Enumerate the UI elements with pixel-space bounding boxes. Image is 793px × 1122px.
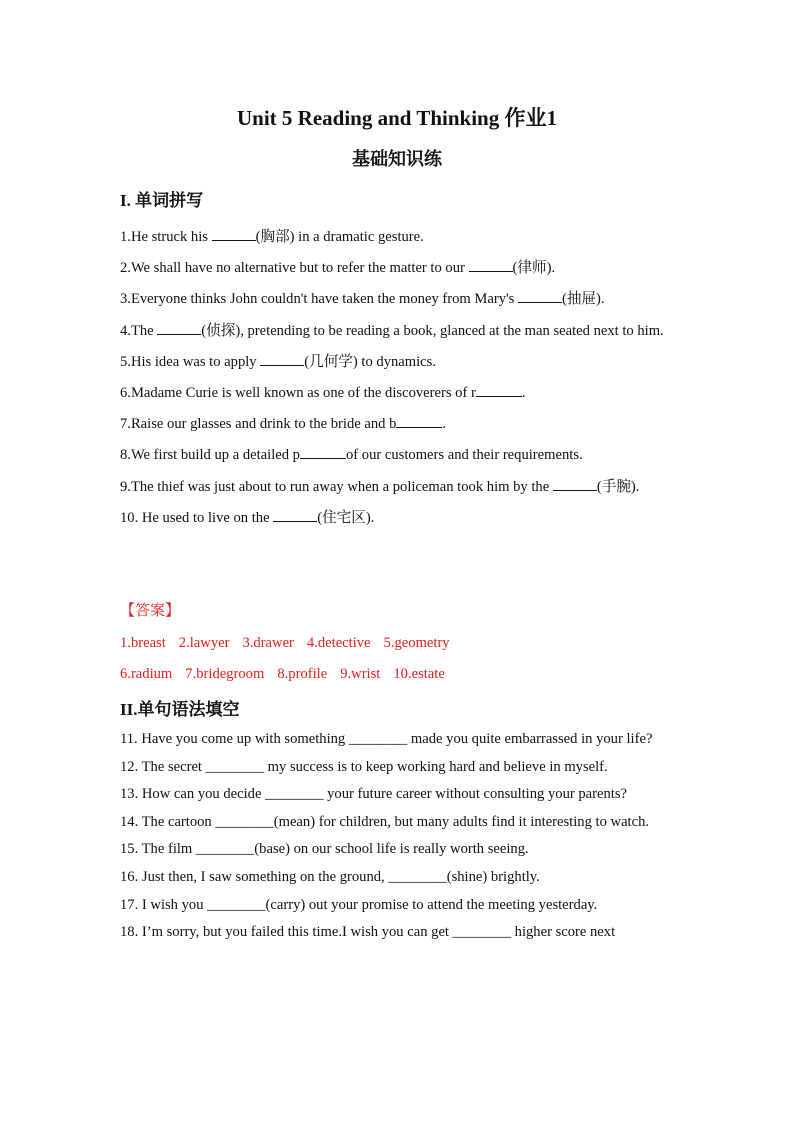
question-item: 15. The film ________(base) on our school life is really worth seeing.	[120, 841, 529, 858]
question-item: 8.We first build up a detailed p of our customers and their requirements.	[120, 440, 674, 471]
answer-item: 2.lawyer	[178, 635, 230, 651]
page-subtitle: 基础知识练	[352, 149, 442, 169]
answer-blank	[212, 226, 256, 241]
question-item: 2.We shall have no alternative but to refer the matter to our (律师).	[120, 253, 674, 284]
answer-item: 8.profile	[277, 666, 328, 682]
answer-blank	[476, 382, 522, 397]
answer-blank	[300, 444, 346, 459]
answer-item: 7.bridegroom	[185, 666, 265, 682]
question-item: 7.Raise our glasses and drink to the bride and b .	[120, 409, 674, 440]
question-item: 17. I wish you ________(carry) out your promise to attend the meeting yesterday.	[120, 896, 598, 913]
question-item: 4.The (侦探), pretending to be reading a book, glanced at the man seated next to him.	[120, 316, 674, 347]
answer-item: 5.geometry	[383, 635, 450, 651]
answer-item: 9.wrist	[340, 666, 381, 682]
answer-blank	[396, 413, 442, 428]
answer-blank	[518, 288, 562, 303]
answer-item: 10.estate	[393, 666, 445, 682]
question-item: 3.Everyone thinks John couldn't have taken the money from Mary's (抽屉).	[120, 284, 674, 315]
answer-item: 3.drawer	[242, 635, 294, 651]
answer-item: 1.breast	[120, 635, 166, 651]
question-item: 16. Just then, I saw something on the ground, ________(shine) brightly.	[120, 868, 540, 885]
answer-blank	[260, 351, 304, 366]
answer-item: 6.radium	[120, 666, 173, 682]
question-item: 11. Have you come up with something ________ made you quite embarrassed in your life?	[120, 731, 653, 747]
question-item: 14. The cartoon ________(mean) for children, but many adults find it interesting to watch.	[120, 813, 650, 830]
answer-blank	[553, 476, 597, 491]
section-heading-spelling: I. 单词拼写	[120, 191, 204, 210]
question-item: 13. How can you decide ________ your future career without consulting your parents?	[120, 786, 627, 803]
question-item: 18. I’m sorry, but you failed this time.I wish you can get ________ higher score next	[120, 924, 616, 941]
question-item: 10. He used to live on the (住宅区).	[120, 503, 674, 534]
answer-line-1	[120, 629, 463, 657]
spelling-questions	[120, 222, 674, 534]
answer-tag: 【答案】	[120, 603, 181, 619]
question-item: 12. The secret ________ my success is to keep working hard and believe in myself.	[120, 758, 608, 775]
question-item: 1.He struck his (胸部) in a dramatic gesture.	[120, 222, 674, 253]
question-item: 9.The thief was just about to run away when a policeman took him by the (手腕).	[120, 472, 674, 503]
answer-blank	[157, 320, 201, 335]
grammar-questions	[120, 726, 674, 947]
answer-line-2	[120, 660, 458, 688]
section-heading-grammar: II.单句语法填空	[120, 700, 240, 719]
question-item: 5.His idea was to apply (几何学) to dynamics.	[120, 347, 674, 378]
answer-blank	[273, 507, 317, 522]
answer-blank	[469, 257, 513, 272]
answer-item: 4.detective	[306, 635, 371, 651]
page-title: Unit 5 Reading and Thinking 作业1	[237, 106, 557, 130]
question-item: 6.Madame Curie is well known as one of the discoverers of r .	[120, 378, 674, 409]
